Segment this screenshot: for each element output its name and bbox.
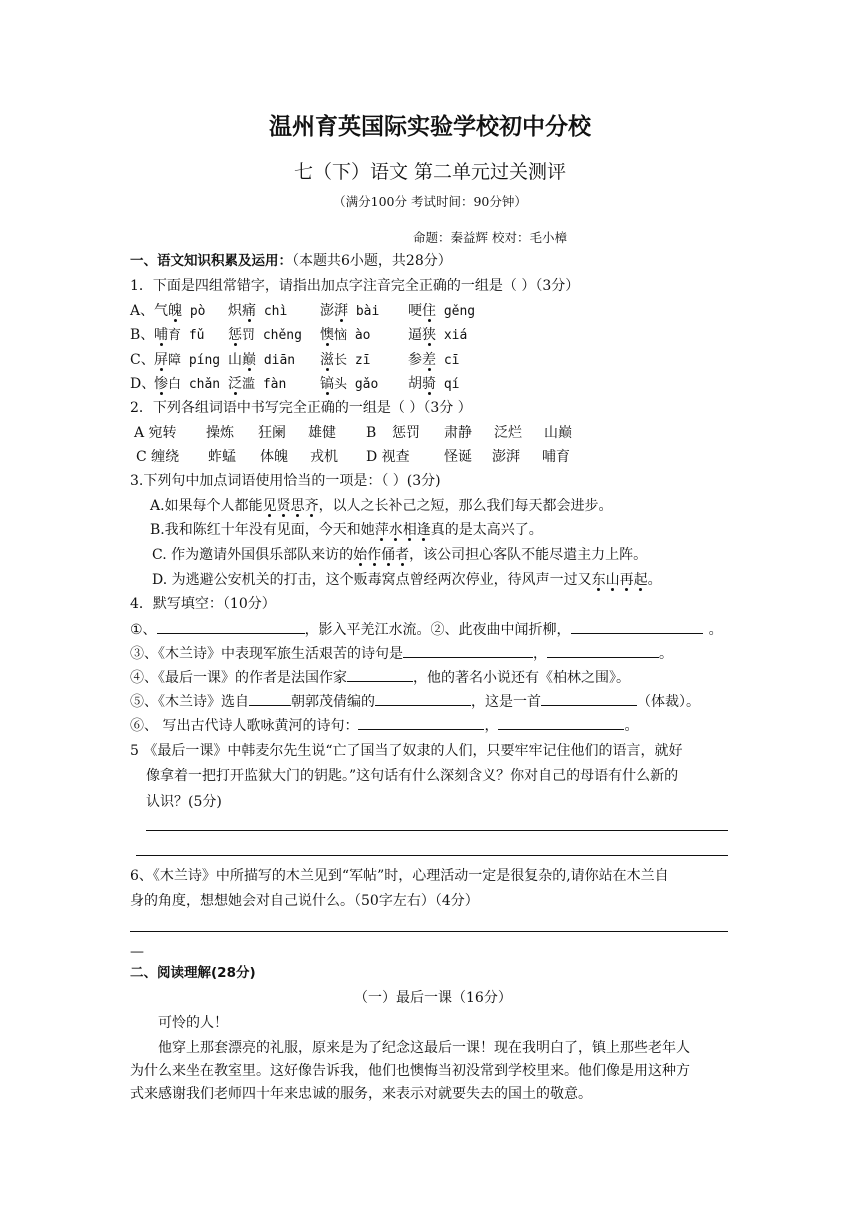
test-title: 七（下）语文 第二单元过关测评 [293, 161, 567, 183]
stray-mark: — [130, 944, 144, 960]
dotted-char: 惨 [154, 376, 168, 392]
dotted-char: 见 [262, 498, 277, 514]
dotted-char: 泛 [228, 376, 242, 392]
answer-blank[interactable] [571, 619, 703, 634]
answer-blank[interactable] [157, 619, 305, 634]
pinyin-item: 镐头 gǎo [320, 376, 379, 392]
section1-heading: 一、语文知识积累及运用： [130, 253, 292, 269]
dotted-char: 狭 [422, 327, 436, 343]
pinyin-item: 胡骑 qí [408, 376, 460, 392]
option-label: D、 [130, 376, 156, 392]
dotted-char: 始 [353, 547, 368, 563]
answer-blank[interactable] [375, 691, 471, 706]
q1-stem: 1．下面是四组常错字，请指出加点字注音完全正确的一组是（ ）（3分） [130, 278, 580, 294]
pinyin-item: 惩罚 chěng [228, 327, 302, 343]
passage-p2-line3: 式来感谢我们老师四十年来忠诚的服务，来表示对就要失去的国土的敬意。 [130, 1086, 592, 1102]
dotted-char: 水 [388, 522, 403, 538]
section1-heading-line [130, 251, 452, 271]
authors: 命题：秦益辉 校对：毛小樟 [413, 230, 567, 245]
q5-line2: 像拿着一把打开监狱大门的钥匙。”这句话有什么深刻含义？你对自己的母语有什么新的 [146, 768, 679, 784]
answer-blank[interactable] [358, 715, 484, 730]
q3-option: A.如果每个人都能见贤思齐，以人之长补己之短，那么我们每天都会进步。 [150, 498, 613, 514]
score-time: （满分100分 考试时间：90分钟） [333, 194, 527, 209]
passage-p2-line1: 他穿上那套漂亮的礼服，原来是为了纪念这最后一课！现在我明白了，镇上那些老年人 [158, 1040, 690, 1056]
pinyin-item: 逼狭 xiá [408, 327, 468, 343]
dotted-char: 惩 [228, 327, 242, 343]
pinyin-item: 气魄 pò [154, 303, 206, 319]
pinyin-item: 泛滥 fàn [228, 376, 287, 392]
dotted-char: 住 [422, 303, 436, 319]
pinyin-item: 参差 cī [408, 352, 460, 368]
q4-line4: ⑤、《木兰诗》选自 朝郭茂倩编的 ，这是一首 （体裁）。 [130, 691, 700, 712]
answer-line[interactable] [146, 830, 728, 831]
q5-line1: 5 《最后一课》中韩麦尔先生说“亡了国当了奴隶的人们，只要牢牢记住他们的语言，就好 [130, 743, 683, 759]
option-label: A、 [130, 303, 155, 319]
dotted-char: 俑 [381, 547, 396, 563]
section2-heading: 二、阅读理解(28分) [130, 965, 256, 981]
pinyin-item: 山巅 diān [228, 352, 296, 368]
dotted-char: 湃 [334, 303, 348, 319]
answer-blank[interactable] [347, 667, 413, 682]
dotted-char: 屏 [154, 352, 168, 368]
dotted-char: 山 [605, 572, 620, 588]
answer-blank[interactable] [498, 715, 624, 730]
dotted-char: 滋 [320, 352, 334, 368]
passage-p2-line2: 为什么来坐在教室里。这好像告诉我，他们也懊悔当初没常到学校里来。他们像是用这种方 [130, 1063, 690, 1079]
dotted-char: 相 [402, 522, 417, 538]
dotted-char: 痛 [242, 303, 256, 319]
q6-line1: 6、《木兰诗》中所描写的木兰见到“军帖”时，心理活动一定是很复杂的,请你站在木兰自 [130, 868, 669, 884]
q5-line3: 认识？(5分) [146, 794, 222, 810]
q3-stem: 3.下列句中加点词语使用恰当的一项是：（ ）(3分) [130, 473, 441, 489]
dotted-char: 者 [395, 547, 410, 563]
pinyin-item: 惨白 chǎn [154, 376, 221, 392]
q2-row-cd: C 缠绕 蚱蜢 体魄 戎机 D 视查 怪诞 澎湃 哺育 [136, 449, 570, 465]
answer-line[interactable] [136, 855, 728, 856]
pinyin-item: 懊恼 ào [320, 327, 371, 343]
dotted-char: 巅 [242, 352, 256, 368]
dotted-char: 再 [619, 572, 634, 588]
dotted-char: 作 [367, 547, 382, 563]
pinyin-item: 滋长 zī [320, 352, 371, 368]
dotted-char: 骑 [422, 376, 436, 392]
dotted-char: 萍 [374, 522, 389, 538]
q3-option: C. 作为邀请外国俱乐部队来访的始作俑者，该公司担心客队不能尽遣主力上阵。 [152, 547, 648, 563]
school-name: 温州育英国际实验学校初中分校 [269, 114, 591, 140]
pinyin-item: 炽痛 chì [228, 303, 288, 319]
dotted-char: 魄 [168, 303, 182, 319]
answer-line[interactable] [130, 931, 728, 932]
option-label: C、 [130, 352, 155, 368]
section1-note: （本题共6小题，共28分） [292, 253, 452, 269]
option-label: B、 [130, 327, 155, 343]
answer-blank[interactable] [403, 643, 533, 658]
q4-line3: ④、《最后一课》的作者是法国作家 ，他的著名小说还有《柏林之围》。 [130, 667, 630, 688]
dotted-char: 差 [422, 352, 436, 368]
dotted-char: 逢 [416, 522, 431, 538]
q4-stem: 4．默写填空：（10分） [130, 596, 276, 612]
pinyin-item: 哺育 fǔ [154, 327, 205, 343]
dotted-char: 哺 [154, 327, 168, 343]
pinyin-item: 澎湃 bài [320, 303, 380, 319]
dotted-char: 懊 [320, 327, 334, 343]
pinyin-item: 屏障 píng [154, 352, 221, 368]
q6-line2: 身的角度，想想她会对自己说什么。（50字左右）（4分） [130, 893, 479, 909]
q4-line1: ①、 ，影入平羌江水流。②、此夜曲中闻折柳， 。 [130, 619, 723, 640]
q3-option: D. 为逃避公安机关的打击，这个贩毒窝点曾经两次停业，待风声一过又东山再起。 [152, 572, 662, 588]
pinyin-item: 哽住 gěng [408, 303, 476, 319]
dotted-char: 思 [290, 498, 305, 514]
answer-blank[interactable] [547, 643, 659, 658]
q4-line2: ③、《木兰诗》中表现军旅生活艰苦的诗句是 ， 。 [130, 643, 673, 664]
dotted-char: 东 [591, 572, 606, 588]
passage-p1: 可怜的人！ [158, 1015, 228, 1031]
q3-option: B.我和陈红十年没有见面，今天和她萍水相逢真的是太高兴了。 [150, 522, 543, 538]
dotted-char: 起 [633, 572, 648, 588]
passage-title: （一）最后一课（16分） [354, 990, 512, 1006]
q2-stem: 2．下列各组词语中书写完全正确的一组是（ ）（3分 ） [130, 400, 472, 416]
dotted-char: 贤 [276, 498, 291, 514]
q4-line5: ⑥、 写出古代诗人歌咏黄河的诗句： ， 。 [130, 715, 638, 736]
dotted-char: 齐 [304, 498, 319, 514]
dotted-char: 镐 [320, 376, 334, 392]
answer-blank[interactable] [249, 691, 291, 706]
q2-row-ab: A 宛转 操炼 狂阑 雄健 B 惩罚 肃静 泛烂 山巅 [134, 425, 572, 441]
answer-blank[interactable] [541, 691, 637, 706]
